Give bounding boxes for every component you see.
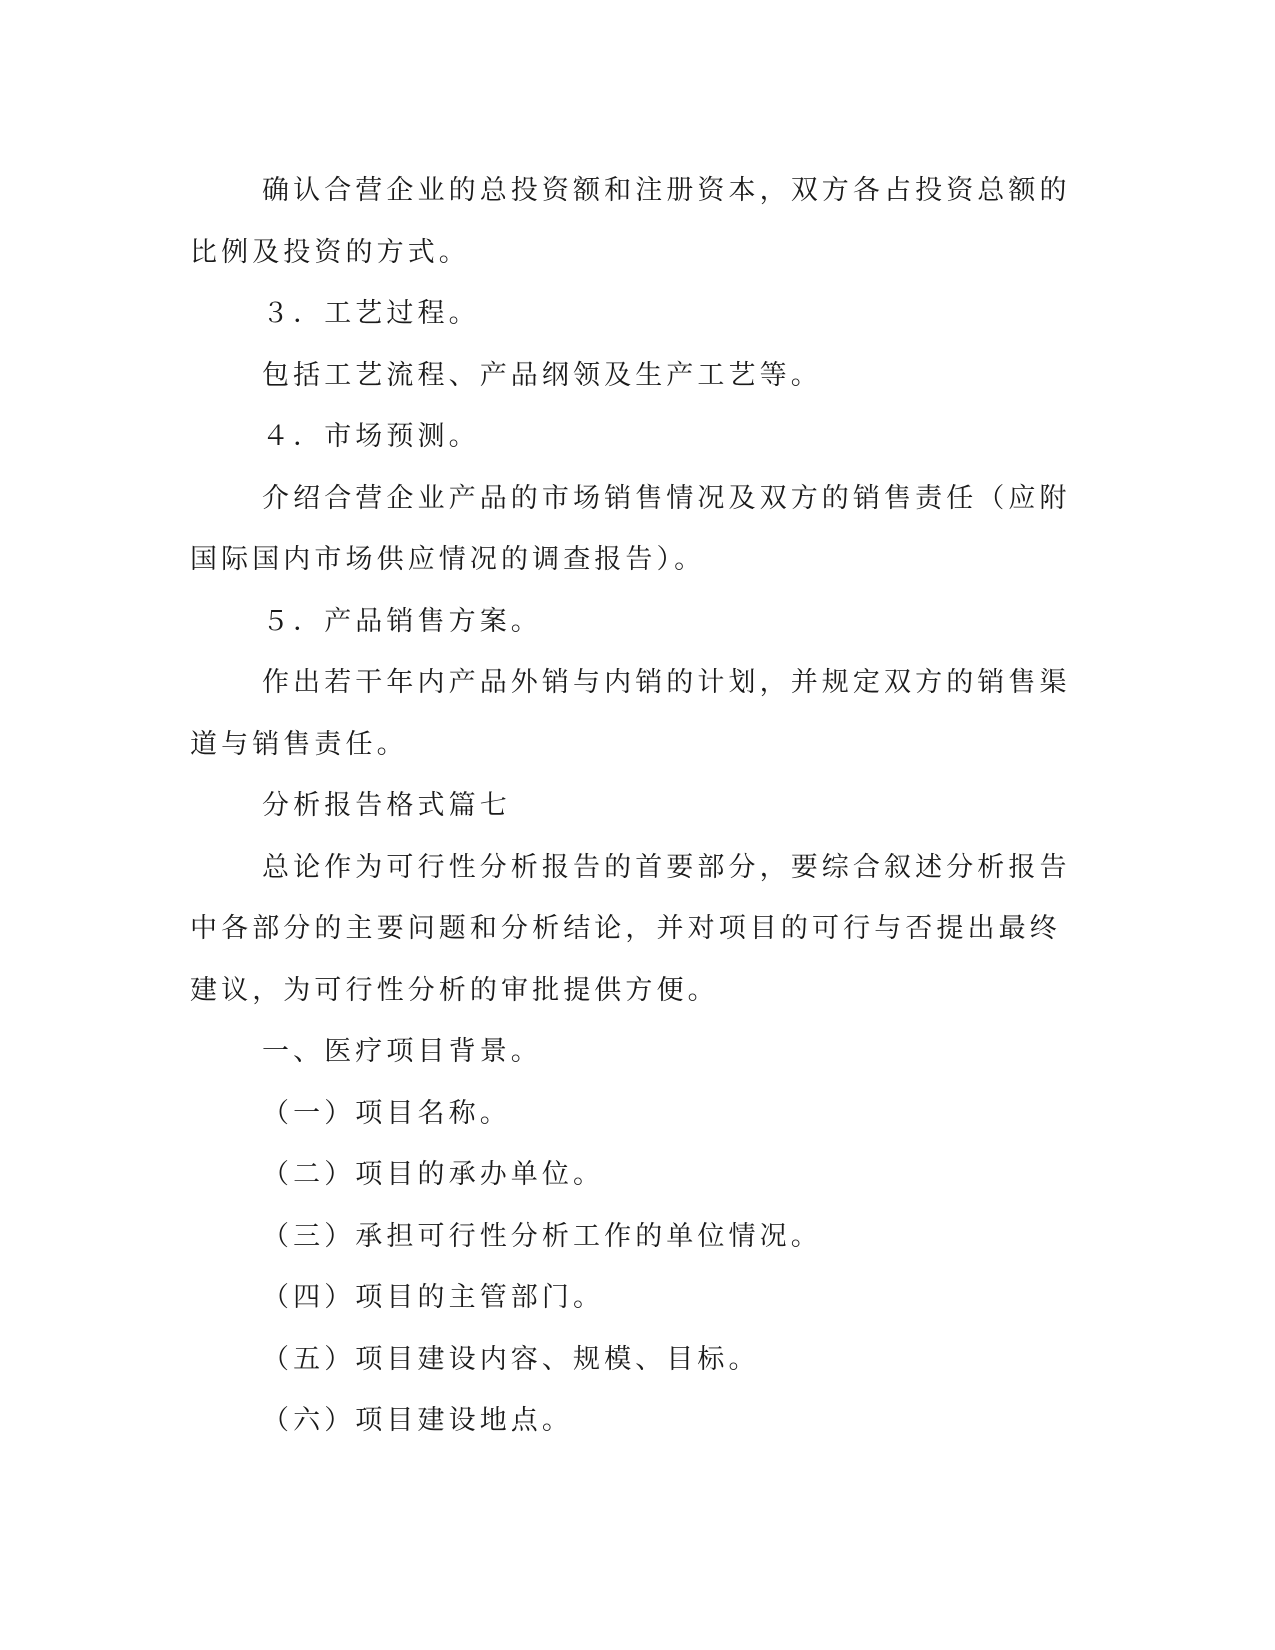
paragraph-market-forecast: 介绍合营企业产品的市场销售情况及双方的销售责任（应附国际国内市场供应情况的调查报告）。 bbox=[190, 482, 1071, 575]
paragraph-investment: 确认合营企业的总投资额和注册资本，双方各占投资总额的比例及投资的方式。 bbox=[190, 175, 1071, 268]
list-item-construction-site: （六）项目建设地点。 bbox=[262, 1405, 573, 1436]
paragraph-sales-plan: 作出若干年内产品外销与内销的计划，并规定双方的销售渠道与销售责任。 bbox=[190, 667, 1071, 760]
paragraph-overview: 总论作为可行性分析报告的首要部分，要综合叙述分析报告中各部分的主要问题和分析结论，并对项目的可行与否提出最终建议，为可行性分析的审批提供方便。 bbox=[190, 851, 1071, 1006]
heading-process: ３．工艺过程。 bbox=[262, 298, 480, 329]
heading-sales-plan: ５．产品销售方案。 bbox=[262, 605, 542, 637]
paragraph-process: 包括工艺流程、产品纲领及生产工艺等。 bbox=[262, 359, 822, 391]
list-item-construction-scope: （五）项目建设内容、规模、目标。 bbox=[262, 1343, 760, 1375]
list-item-project-name: （一）项目名称。 bbox=[262, 1097, 511, 1129]
document-body bbox=[190, 160, 1085, 1452]
list-item-undertaking-unit: （二）项目的承办单位。 bbox=[262, 1159, 605, 1190]
list-item-analysis-unit: （三）承担可行性分析工作的单位情况。 bbox=[262, 1220, 822, 1252]
list-item-supervising-department: （四）项目的主管部门。 bbox=[262, 1282, 605, 1313]
heading-market-forecast: ４．市场预测。 bbox=[262, 421, 480, 452]
heading-project-background: 一、医疗项目背景。 bbox=[262, 1036, 542, 1067]
section-title: 分析报告格式篇七 bbox=[262, 790, 511, 821]
